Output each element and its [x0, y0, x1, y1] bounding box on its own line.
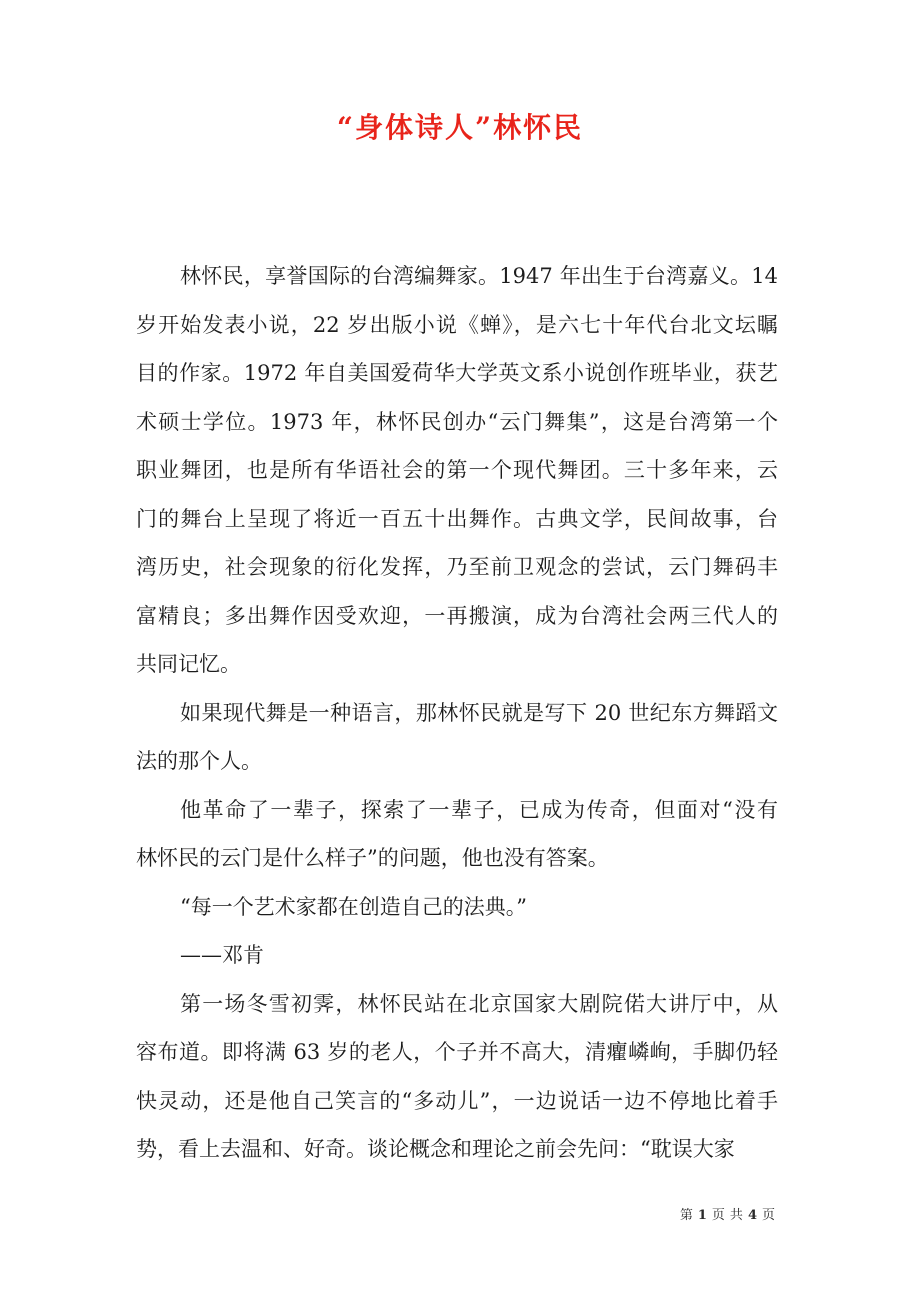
- text-line: 门的舞台上呈现了将近一百五十出舞作。古典文学，民间故事，台: [136, 506, 778, 531]
- text-line: 第一场冬雪初霁，林怀民站在北京国家大剧院偌大讲厅中，从: [180, 991, 778, 1016]
- document-title: “身体诗人”林怀民: [336, 111, 584, 144]
- text-line: 职业舞团，也是所有华语社会的第一个现代舞团。三十多年来，云: [136, 458, 778, 482]
- footer-label-di: 第: [679, 1208, 694, 1223]
- text-line: “每一个艺术家都在创造自己的法典。”: [180, 894, 527, 919]
- text-line: 共同记忆。: [136, 652, 241, 676]
- page-footer: [678, 1204, 778, 1223]
- text-line: 富精良；多出舞作因受欢迎，一再搬演，成为台湾社会两三代人的: [136, 603, 778, 628]
- text-line: 林怀民的云门是什么样子”的问题，他也没有答案。: [136, 846, 609, 870]
- footer-label-ye2: 页: [761, 1208, 776, 1223]
- text-line: 快灵动，还是他自己笑言的“多动儿”，一边说话一边不停地比着手: [136, 1088, 778, 1113]
- text-line: 目的作家。1972 年自美国爱荷华大学英文系小说创作班毕业，获艺: [136, 361, 778, 385]
- document-body: [136, 252, 778, 1174]
- footer-page-number: 1: [697, 1208, 708, 1223]
- footer-label-ye1: 页: [711, 1208, 726, 1223]
- text-line: 法的那个人。: [136, 749, 262, 773]
- text-line: 术硕士学位。1973 年，林怀民创办“云门舞集”，这是台湾第一个: [136, 409, 778, 434]
- text-line: 势，看上去温和、好奇。谈论概念和理论之前会先问：“耽误大家: [136, 1137, 735, 1161]
- text-line: 岁开始发表小说，22 岁出版小说《蝉》，是六七十年代台北文坛瞩: [136, 312, 778, 337]
- text-line: ——邓肯: [180, 943, 264, 967]
- text-line: 林怀民，享誉国际的台湾编舞家。1947 年出生于台湾嘉义。14: [180, 264, 778, 288]
- text-line: 如果现代舞是一种语言，那林怀民就是写下 20 世纪东方舞蹈文: [180, 700, 778, 725]
- footer-total-pages: 4: [747, 1208, 758, 1223]
- text-line: 湾历史，社会现象的衍化发挥，乃至前卫观念的尝试，云门舞码丰: [136, 555, 778, 579]
- text-line: 他革命了一辈子，探索了一辈子，已成为传奇，但面对“没有: [180, 797, 778, 822]
- footer-label-gong: 共: [729, 1208, 744, 1223]
- text-line: 容布道。即将满 63 岁的老人，个子并不高大，清癯嶙峋，手脚仍轻: [136, 1040, 778, 1064]
